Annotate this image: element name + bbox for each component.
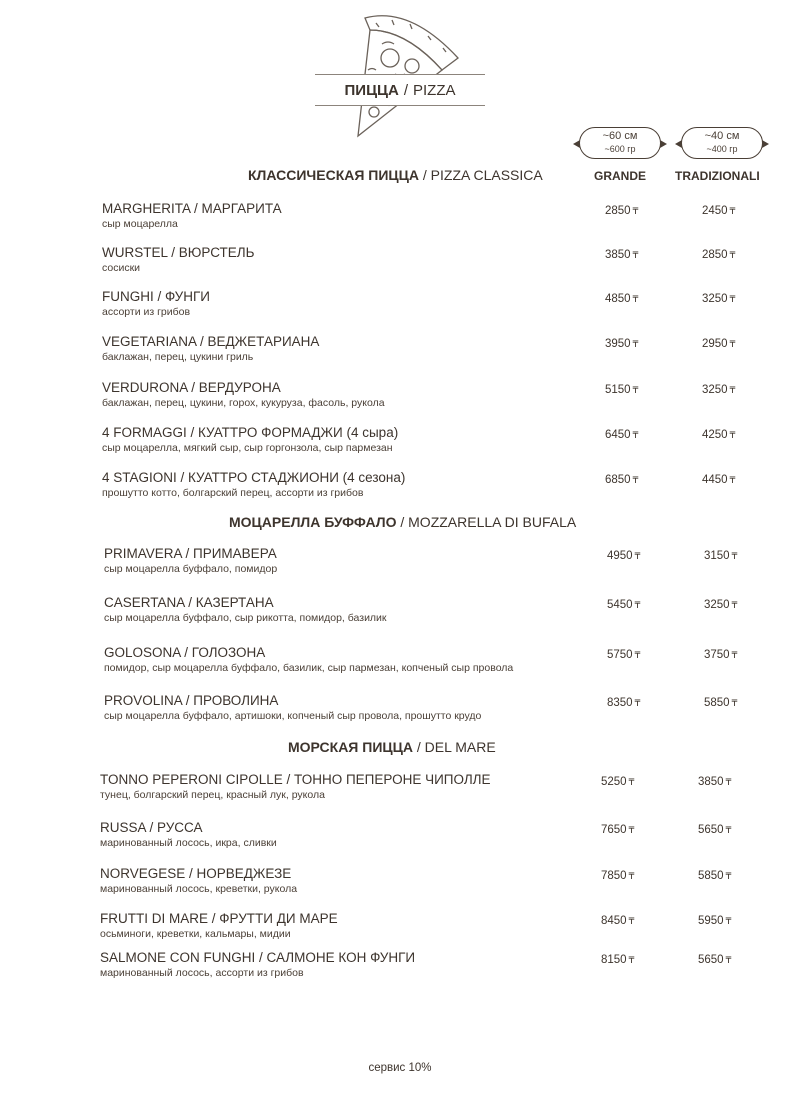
currency-symbol: ₸ xyxy=(725,916,732,926)
currency-symbol: ₸ xyxy=(729,250,736,260)
price-trad-value: 5650 xyxy=(698,954,724,966)
currency-symbol: ₸ xyxy=(632,206,639,216)
price-tradizionali xyxy=(702,338,735,350)
menu-item-name: RUSSA / РУССА xyxy=(100,820,203,835)
price-tradizionali xyxy=(698,954,731,966)
price-tradizionali xyxy=(702,249,735,261)
price-grande-value: 4850 xyxy=(605,293,631,305)
menu-item-description: сыр моцарелла буффало, артишоки, копченый сыр провола, прошутто крудо xyxy=(104,710,482,722)
size-badge-tradizionali xyxy=(681,127,763,159)
menu-item-name: FUNGHI / ФУНГИ xyxy=(102,289,210,304)
currency-symbol: ₸ xyxy=(725,825,732,835)
page-title-sep: / xyxy=(403,81,408,99)
currency-symbol: ₸ xyxy=(729,339,736,349)
price-trad-value: 5850 xyxy=(698,870,724,882)
section-title-it: DEL MARE xyxy=(424,739,496,755)
price-grande-value: 6450 xyxy=(605,429,631,441)
price-trad-value: 5850 xyxy=(704,697,730,709)
menu-item-name: 4 FORMAGGI / КУАТТРО ФОРМАДЖИ (4 сыра) xyxy=(102,425,399,440)
currency-symbol: ₸ xyxy=(634,600,641,610)
price-grande-value: 5750 xyxy=(607,649,633,661)
menu-item-description: баклажан, перец, цукини гриль xyxy=(102,351,254,363)
menu-item-description: ассорти из грибов xyxy=(102,306,191,318)
price-grande-value: 8350 xyxy=(607,697,633,709)
price-trad-value: 2450 xyxy=(702,205,728,217)
menu-item-name: PRIMAVERA / ПРИМАВЕРА xyxy=(104,546,277,561)
price-grande-value: 7650 xyxy=(601,824,627,836)
section-title-sep: / xyxy=(419,167,431,183)
menu-item-description: прошутто котто, болгарский перец, ассорти из грибов xyxy=(102,487,364,499)
price-trad-value: 5650 xyxy=(698,824,724,836)
section-title-sep: / xyxy=(396,514,409,530)
menu-item-description: осьминоги, креветки, кальмары, мидии xyxy=(100,928,291,940)
price-tradizionali xyxy=(702,384,735,396)
section-title-ru: МОЦАРЕЛЛА БУФФАЛО xyxy=(229,514,397,530)
currency-symbol: ₸ xyxy=(729,385,736,395)
page-title xyxy=(315,74,485,106)
price-grande-value: 5250 xyxy=(601,776,627,788)
price-grande xyxy=(607,550,640,562)
price-grande-value: 2850 xyxy=(605,205,631,217)
menu-item-name: GOLOSONA / ГОЛОЗОНА xyxy=(104,645,266,660)
price-grande-value: 3850 xyxy=(605,249,631,261)
price-trad-value: 3250 xyxy=(702,384,728,396)
currency-symbol: ₸ xyxy=(731,600,738,610)
currency-symbol: ₸ xyxy=(632,294,639,304)
price-tradizionali xyxy=(698,824,731,836)
currency-symbol: ₸ xyxy=(628,916,635,926)
menu-item-description: тунец, болгарский перец, красный лук, рукола xyxy=(100,789,325,801)
price-tradizionali xyxy=(702,474,735,486)
currency-symbol: ₸ xyxy=(725,871,732,881)
menu-item-name: WURSTEL / ВЮРСТЕЛЬ xyxy=(102,245,255,260)
currency-symbol: ₸ xyxy=(729,294,736,304)
currency-symbol: ₸ xyxy=(729,475,736,485)
page-title-it: PIZZA xyxy=(412,81,456,99)
currency-symbol: ₸ xyxy=(725,777,732,787)
price-grande xyxy=(601,954,634,966)
price-tradizionali xyxy=(698,776,731,788)
menu-item-name: NORVEGESE / НОРВЕДЖЕЗЕ xyxy=(100,866,292,881)
currency-symbol: ₸ xyxy=(632,475,639,485)
section-title-it: MOZZARELLA DI BUFALA xyxy=(408,514,577,530)
section-title-ru: МОРСКАЯ ПИЦЦА xyxy=(288,739,413,755)
menu-item-name: TONNO PEPERONI CIPOLLE / ТОННО ПЕПЕРОНЕ ЧИПОЛЛЕ xyxy=(100,772,491,787)
menu-item-description: сыр моцарелла буффало, помидор xyxy=(104,563,278,575)
currency-symbol: ₸ xyxy=(731,650,738,660)
price-grande xyxy=(607,649,640,661)
section-title xyxy=(229,514,576,530)
price-grande-value: 8150 xyxy=(601,954,627,966)
price-trad-value: 3850 xyxy=(698,776,724,788)
price-grande-value: 8450 xyxy=(601,915,627,927)
price-grande-value: 5150 xyxy=(605,384,631,396)
price-grande xyxy=(601,870,634,882)
section-title-it: PIZZA CLASSICA xyxy=(430,167,543,183)
price-trad-value: 3150 xyxy=(704,550,730,562)
price-grande xyxy=(601,824,634,836)
currency-symbol: ₸ xyxy=(634,698,641,708)
price-trad-value: 4250 xyxy=(702,429,728,441)
price-tradizionali xyxy=(698,870,731,882)
page-title-ru: ПИЦЦА xyxy=(344,81,399,99)
currency-symbol: ₸ xyxy=(729,430,736,440)
menu-item-name: PROVOLINA / ПРОВОЛИНА xyxy=(104,693,279,708)
price-trad-value: 5950 xyxy=(698,915,724,927)
price-tradizionali xyxy=(702,293,735,305)
price-tradizionali xyxy=(704,550,737,562)
menu-item-name: VEGETARIANA / ВЕДЖЕТАРИАНА xyxy=(102,334,320,349)
currency-symbol: ₸ xyxy=(634,551,641,561)
price-grande xyxy=(605,205,638,217)
currency-symbol: ₸ xyxy=(632,385,639,395)
price-grande-value: 7850 xyxy=(601,870,627,882)
price-grande xyxy=(605,293,638,305)
menu-item-name: SALMONE CON FUNGHI / САЛМОНЕ КОН ФУНГИ xyxy=(100,950,416,965)
column-header-grande: GRANDE xyxy=(594,169,647,183)
currency-symbol: ₸ xyxy=(628,825,635,835)
currency-symbol: ₸ xyxy=(729,206,736,216)
menu-item-name: VERDURONA / ВЕРДУРОНА xyxy=(102,380,281,395)
menu-item-description: сыр моцарелла xyxy=(102,218,178,230)
currency-symbol: ₸ xyxy=(632,430,639,440)
menu-item-description: маринованный лосось, креветки, рукола xyxy=(100,883,298,895)
currency-symbol: ₸ xyxy=(731,551,738,561)
price-grande xyxy=(601,915,634,927)
currency-symbol: ₸ xyxy=(731,698,738,708)
menu-item-description: помидор, сыр моцарелла буффало, базилик, сыр пармезан, копченый сыр провола xyxy=(104,662,514,674)
price-trad-value: 2950 xyxy=(702,338,728,350)
price-grande-value: 4950 xyxy=(607,550,633,562)
currency-symbol: ₸ xyxy=(628,871,635,881)
menu-item-description: сыр моцарелла, мягкий сыр, сыр горгонзола, сыр пармезан xyxy=(102,442,393,454)
price-grande xyxy=(605,384,638,396)
price-grande xyxy=(605,338,638,350)
currency-symbol: ₸ xyxy=(628,777,635,787)
section-title xyxy=(288,739,496,755)
menu-item-description: сосиски xyxy=(102,262,141,274)
section-title-ru: КЛАССИЧЕСКАЯ ПИЦЦА xyxy=(248,167,419,183)
price-tradizionali xyxy=(704,697,737,709)
currency-symbol: ₸ xyxy=(632,339,639,349)
price-grande-value: 6850 xyxy=(605,474,631,486)
menu-item-name: MARGHERITA / МАРГАРИТА xyxy=(102,201,282,216)
section-title xyxy=(248,167,543,183)
service-charge-note: сервис 10% xyxy=(368,1062,432,1074)
menu-item-name: 4 STAGIONI / КУАТТРО СТАДЖИОНИ (4 сезона) xyxy=(102,470,406,485)
currency-symbol: ₸ xyxy=(632,250,639,260)
price-grande xyxy=(607,697,640,709)
price-trad-value: 3250 xyxy=(704,599,730,611)
menu-item-description: маринованный лосось, икра, сливки xyxy=(100,837,277,849)
price-tradizionali xyxy=(704,649,737,661)
price-tradizionali xyxy=(698,915,731,927)
price-grande xyxy=(605,249,638,261)
menu-item-name: CASERTANA / КАЗЕРТАНА xyxy=(104,595,274,610)
section-title-sep: / xyxy=(412,739,425,755)
price-trad-value: 2850 xyxy=(702,249,728,261)
menu-item-description: маринованный лосось, ассорти из грибов xyxy=(100,967,304,979)
currency-symbol: ₸ xyxy=(725,955,732,965)
price-grande-value: 5450 xyxy=(607,599,633,611)
price-grande-value: 3950 xyxy=(605,338,631,350)
price-tradizionali xyxy=(704,599,737,611)
currency-symbol: ₸ xyxy=(634,650,641,660)
column-header-tradizionali: TRADIZIONALI xyxy=(675,169,760,183)
menu-item-name: FRUTTI DI MARE / ФРУТТИ ДИ МАРЕ xyxy=(100,911,338,926)
menu-item-description: сыр моцарелла буффало, сыр рикотта, помидор, базилик xyxy=(104,612,387,624)
currency-symbol: ₸ xyxy=(628,955,635,965)
size-grande-gr: ~600 гр xyxy=(604,144,636,154)
price-tradizionali xyxy=(702,205,735,217)
price-grande xyxy=(601,776,634,788)
price-grande xyxy=(605,474,638,486)
size-trad-cm: ~40 см xyxy=(704,130,740,142)
price-tradizionali xyxy=(702,429,735,441)
menu-item-description: баклажан, перец, цукини, горох, кукуруза, фасоль, рукола xyxy=(102,397,385,409)
price-trad-value: 3750 xyxy=(704,649,730,661)
price-grande xyxy=(607,599,640,611)
price-trad-value: 3250 xyxy=(702,293,728,305)
size-trad-gr: ~400 гр xyxy=(706,144,738,154)
price-grande xyxy=(605,429,638,441)
size-badge-grande xyxy=(579,127,661,159)
price-trad-value: 4450 xyxy=(702,474,728,486)
size-grande-cm: ~60 см xyxy=(602,130,638,142)
